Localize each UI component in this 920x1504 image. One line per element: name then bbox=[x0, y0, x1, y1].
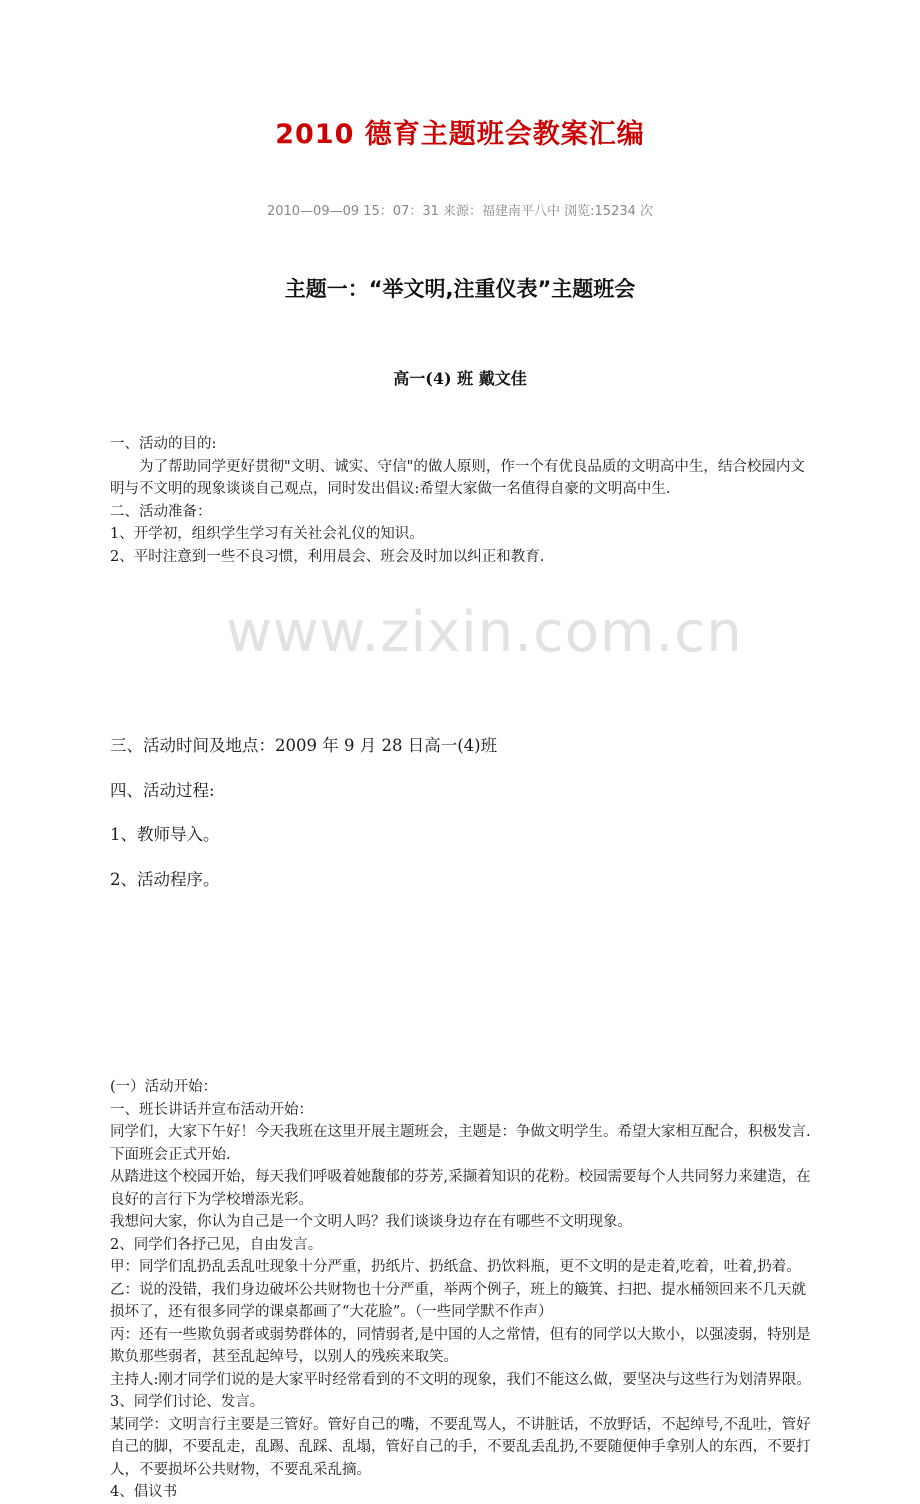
section-time-process bbox=[110, 735, 812, 891]
paragraph-purpose: 为了帮助同学更好贯彻"文明、诚实、守信"的做人原则，作一个有优良品质的文明高中生，结合校园内文明与不文明的现象谈谈自己观点，同时发出倡议:希望大家做一名值得自豪的文明高中生. bbox=[110, 458, 805, 497]
list-item-preparation-2: 2、平时注意到一些不良习惯，利用晨会、班会及时加以纠正和教育. bbox=[110, 548, 545, 565]
list-item-preparation-1: 1、开学初，组织学生学习有关社会礼仪的知识。 bbox=[110, 526, 424, 542]
list-item-program: 2、活动程序。 bbox=[110, 869, 220, 889]
section-purpose-preparation bbox=[110, 433, 812, 568]
paragraph-question: 我想问大家，你认为自己是一个文明人吗？我们谈谈身边存在有哪些不文明现象。 bbox=[110, 1214, 632, 1230]
topic-heading: 主题一：“举文明,注重仪表”主题班会 bbox=[284, 277, 636, 301]
list-item-teacher-intro: 1、教师导入。 bbox=[110, 825, 220, 844]
heading-monitor-speech: 一、班长讲话并宣布活动开始： bbox=[110, 1101, 313, 1118]
paragraph-three-controls: 某同学：文明言行主要是三管好。管好自己的嘴，不要乱骂人，不讲脏话，不放野话，不起绰号,不乱吐，管好自己的脚，不要乱走，乱踢、乱踩、乱塌，管好自己的手，不要乱丢乱扔,不要随便伸手拿别人的东西，不要打人，不要损坏公共财物，不要乱采乱摘。 bbox=[110, 1416, 811, 1478]
paragraph-student-a: 甲：同学们乱扔乱丢乱吐现象十分严重，扔纸片、扔纸盒、扔饮料瓶，更不文明的是走着,吃着，吐着,扔着。 bbox=[110, 1259, 801, 1275]
paragraph-student-b: 乙：说的没错，我们身边破坏公共财物也十分严重，举两个例子，班上的簸箕、扫把、提水桶领回来不几天就损坏了，还有很多同学的课桌都画了“大花脸”。（一些同学默不作声） bbox=[110, 1281, 806, 1320]
document-title: 2010 德育主题班会教案汇编 bbox=[275, 119, 645, 150]
heading-time-place: 三、活动时间及地点：2009 年 9 月 28 日高一(4)班 bbox=[110, 736, 498, 755]
heading-proposal: 4、倡议书 bbox=[110, 1484, 178, 1500]
paragraph-campus: 从踏进这个校园开始，每天我们呼吸着她馥郁的芬芳,采撷着知识的花粉。校园需要每个人共同努力来建造，在良好的言行下为学校增添光彩。 bbox=[110, 1169, 811, 1208]
watermark: www.zixin.com.cn bbox=[226, 600, 743, 665]
author-byline: 高一(4) 班 戴文佳 bbox=[393, 369, 527, 388]
paragraph-student-c: 丙：还有一些欺负弱者或弱势群体的，同情弱者,是中国的人之常情，但有的同学以大欺小，以强凌弱，特别是欺负那些弱者，甚至乱起绰号，以别人的残疾来取笑。 bbox=[110, 1326, 811, 1365]
heading-free-speech: 2、同学们各抒己见，自由发言。 bbox=[110, 1236, 323, 1253]
heading-process: 四、活动过程: bbox=[110, 780, 215, 800]
heading-preparation: 二、活动准备： bbox=[110, 503, 212, 520]
heading-discussion: 3、同学们讨论、发言。 bbox=[110, 1394, 265, 1410]
heading-activity-start: (一）活动开始： bbox=[110, 1079, 218, 1095]
paragraph-greeting: 同学们，大家下午好！今天我班在这里开展主题班会，主题是：争做文明学生。希望大家相互配合，积极发言.下面班会正式开始. bbox=[110, 1124, 811, 1163]
document-meta: 2010—09—09 15：07：31 来源：福建南平八中 浏览:15234 次 bbox=[266, 204, 654, 219]
section-activity-start bbox=[110, 1076, 812, 1504]
paragraph-host: 主持人:刚才同学们说的是大家平时经常看到的不文明的现象，我们不能这么做，要坚决与这些行为划清界限。 bbox=[110, 1371, 811, 1388]
heading-purpose: 一、活动的目的: bbox=[110, 436, 217, 452]
